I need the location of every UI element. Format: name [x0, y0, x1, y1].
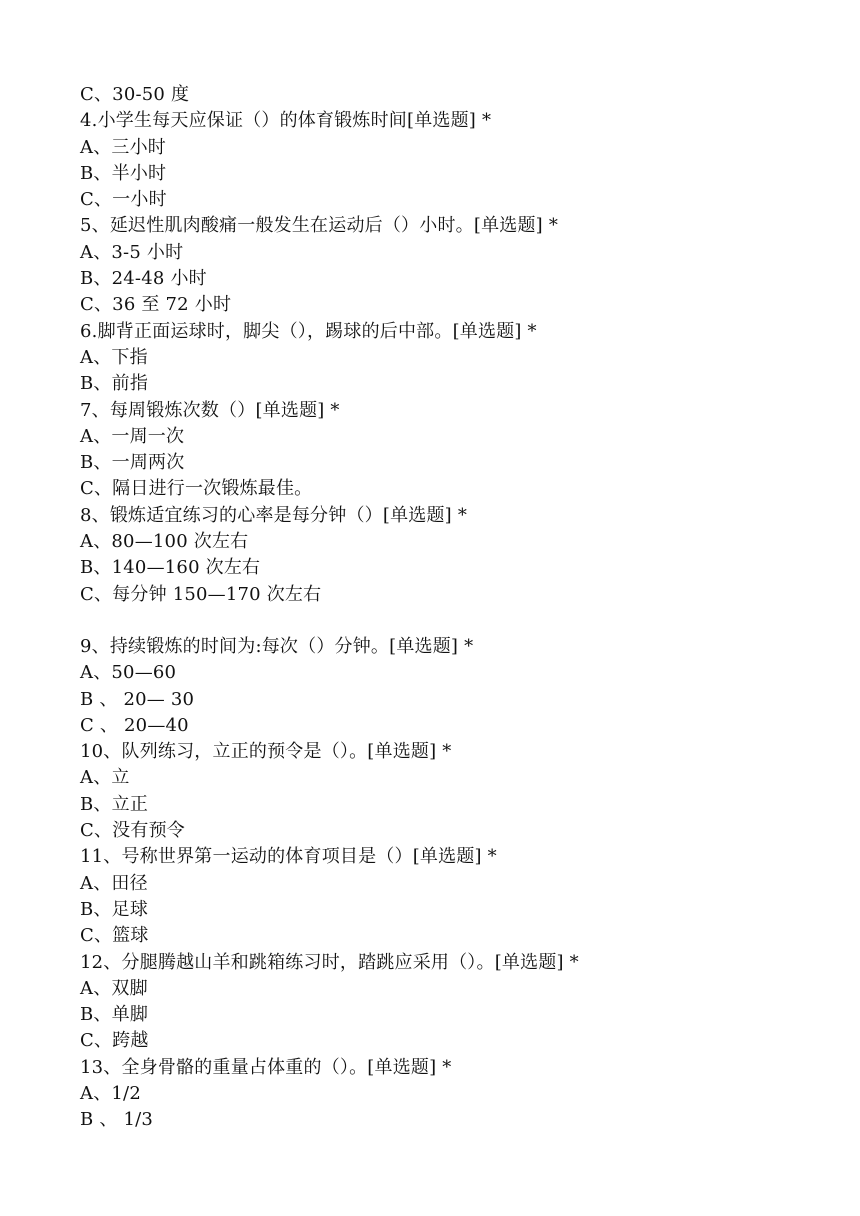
- text-line: 12、分腿腾越山羊和跳箱练习时，踏跳应采用（）。[单选题] *: [80, 951, 579, 973]
- text-line: B、足球: [80, 898, 149, 920]
- text-line: A、立: [80, 767, 130, 789]
- text-line: B、140—160 次左右: [80, 557, 261, 579]
- text-line: A、下指: [80, 346, 148, 368]
- question-block-part2: [80, 634, 800, 1134]
- text-line: 11、号称世界第一运动的体育项目是（）[单选题] *: [80, 846, 497, 868]
- text-line: A、80—100 次左右: [80, 531, 249, 553]
- text-line: C、篮球: [80, 925, 149, 947]
- text-line: B、半小时: [80, 162, 167, 184]
- text-line: B、24-48 小时: [80, 268, 207, 290]
- text-line: 13、全身骨骼的重量占体重的（）。[单选题] *: [80, 1056, 452, 1078]
- text-line: 5、延迟性肌肉酸痛一般发生在运动后（）小时。[单选题] *: [80, 215, 559, 237]
- text-line: B 、 20— 30: [80, 688, 195, 710]
- blank-gap: [80, 608, 800, 634]
- text-line: A、三小时: [80, 136, 166, 158]
- text-line: A、1/2: [80, 1082, 141, 1104]
- text-line: C、没有预令: [80, 820, 185, 842]
- text-line: B、一周两次: [80, 452, 185, 474]
- text-line: C、隔日进行一次锻炼最佳。: [80, 478, 313, 500]
- text-line: A、双脚: [80, 977, 148, 999]
- text-line: B 、 1/3: [80, 1109, 154, 1131]
- text-line: C、跨越: [80, 1030, 149, 1052]
- question-block-part1: [80, 82, 800, 608]
- text-line: C、一小时: [80, 189, 167, 211]
- document-page: [80, 82, 800, 1134]
- text-line: C、每分钟 150—170 次左右: [80, 583, 322, 605]
- text-line: A、3-5 小时: [80, 241, 184, 263]
- text-line: B、前指: [80, 373, 149, 395]
- text-line: 9、持续锻炼的时间为:每次（）分钟。[单选题] *: [80, 635, 474, 657]
- text-line: A、50—60: [80, 662, 177, 684]
- text-line: A、田径: [80, 872, 148, 894]
- text-line: C 、 20—40: [80, 714, 189, 736]
- text-line: 10、队列练习，立正的预令是（）。[单选题] *: [80, 741, 452, 763]
- text-line: C、30-50 度: [80, 84, 190, 105]
- text-line: 6.脚背正面运球时，脚尖（），踢球的后中部。[单选题] *: [80, 320, 537, 342]
- text-line: 8、锻炼适宜练习的心率是每分钟（）[单选题] *: [80, 504, 468, 526]
- text-line: 4.小学生每天应保证（）的体育锻炼时间[单选题] *: [80, 110, 492, 132]
- text-line: 7、每周锻炼次数（）[单选题] *: [80, 399, 340, 421]
- text-line: B、单脚: [80, 1004, 149, 1026]
- text-line: B、立正: [80, 793, 149, 815]
- text-line: A、一周一次: [80, 425, 185, 447]
- text-line: C、36 至 72 小时: [80, 294, 232, 316]
